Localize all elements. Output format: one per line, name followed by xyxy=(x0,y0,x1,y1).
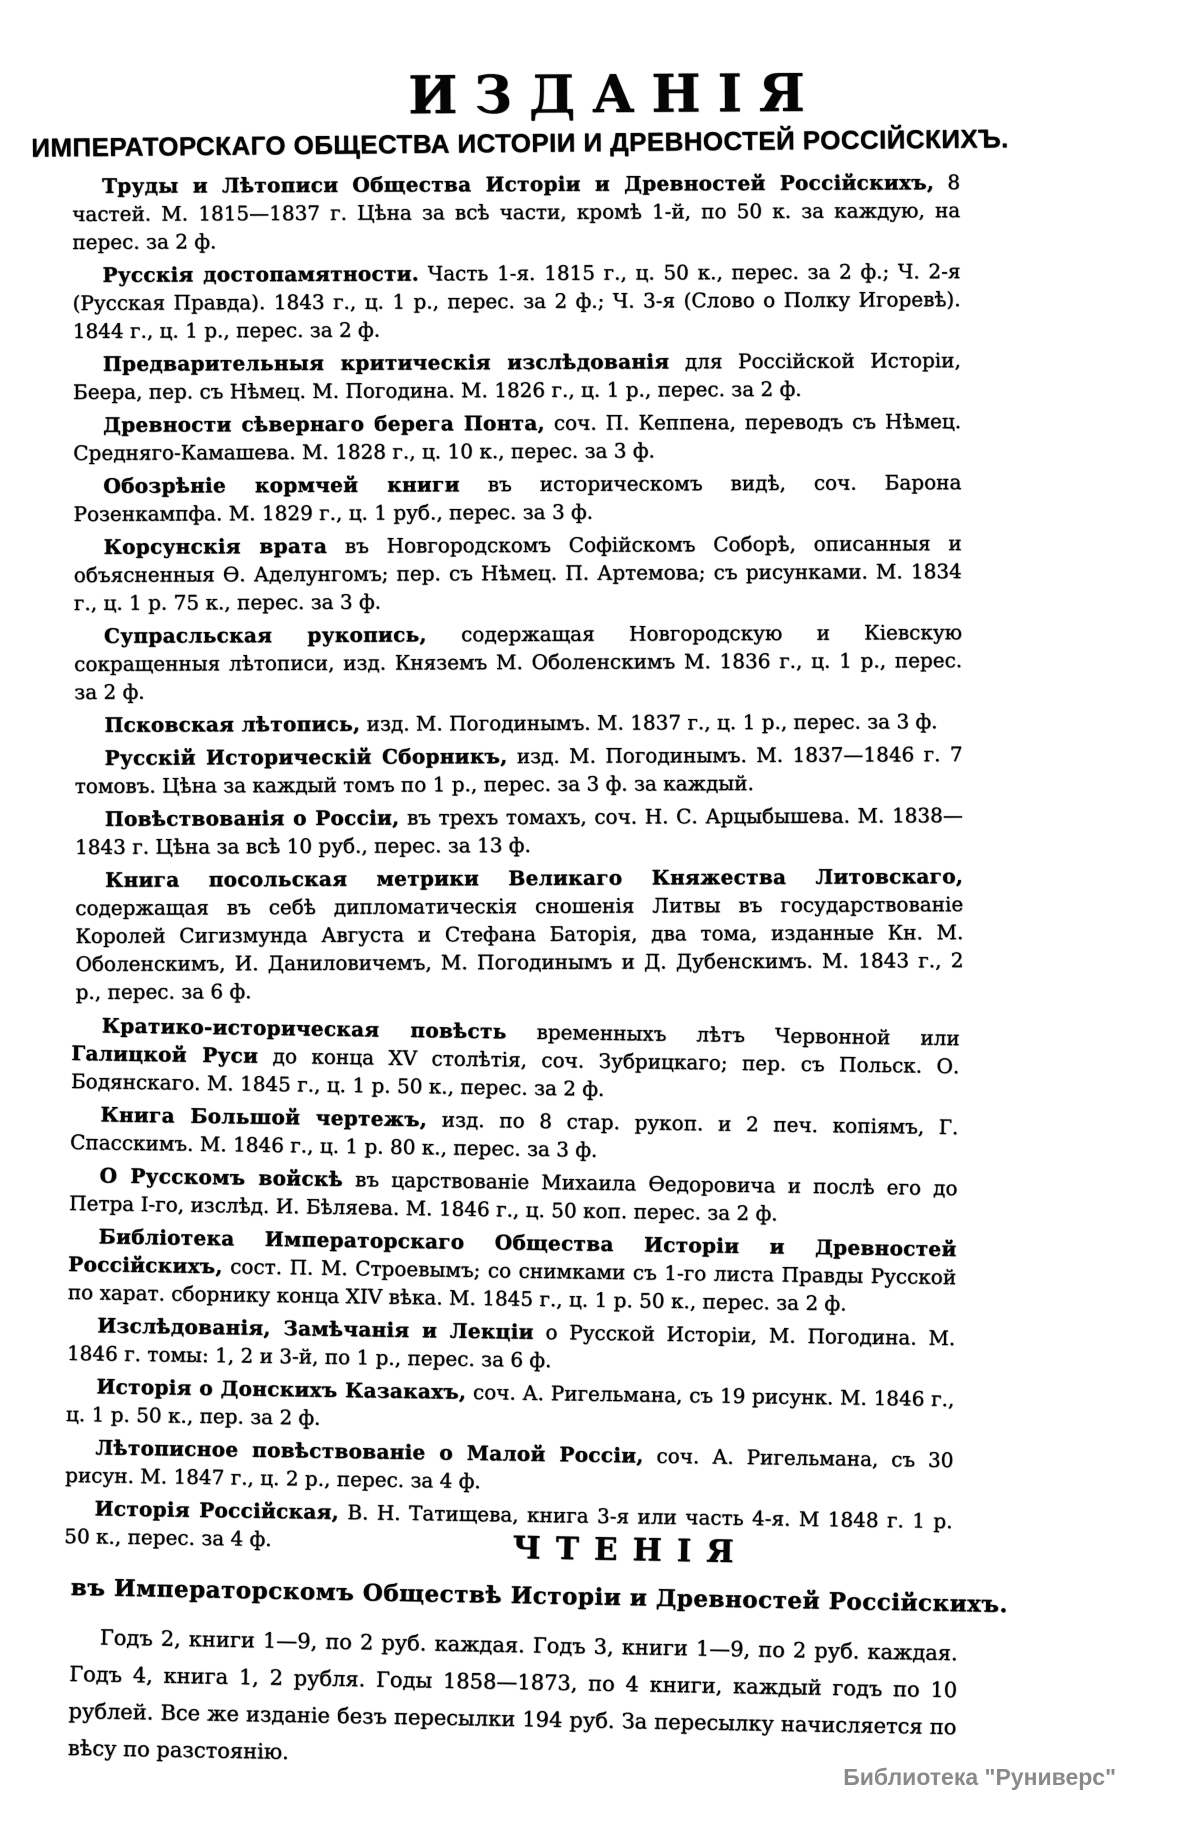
entry-details: до конца XV столѣтія, соч. Зубрицкаго; пер. съ Польск. О. Бодянскаго. М. 1845 г., ц. 1 р. 50 к., перес. за 2 ф. xyxy=(70,1043,960,1101)
entry-title: Предварительныя критическія изслѣдованія xyxy=(102,349,670,376)
entry-details: въ царствованіе Михаила Ѳедоровича и послѣ его до Петра I-го, изслѣд. И. Бѣляева. М. 1846 г., ц. 50 коп. перес. за 2 ф. xyxy=(68,1167,958,1226)
entry-title: О Русскомъ войскѣ xyxy=(99,1163,344,1192)
entries-group-a xyxy=(72,168,964,1006)
entry-title: Обозрѣніе кормчей книги xyxy=(103,472,460,498)
entry-title: Библіотека Императорскаго Общества Исторіи и Древностей Россійскихъ, xyxy=(68,1224,957,1279)
entries-group-b xyxy=(64,1011,960,1563)
entry-title: Русскій Историческій Сборникъ, xyxy=(104,744,508,770)
library-watermark: Библиотека "Руниверс" xyxy=(843,1764,1116,1790)
catalog-entry xyxy=(69,1161,958,1230)
entry-title: Русскія достопамятности. xyxy=(102,261,420,287)
entry-details: о Русской Исторіи, М. Погодина. М. 1846 г. томы: 1, 2 и 3-й, по 1 р., перес. за 6 ф. xyxy=(66,1319,956,1373)
entry-title: Псковская лѣтопись, xyxy=(104,711,361,737)
catalog-entry xyxy=(67,1311,956,1380)
readings-heading: ЧТЕНІЯ xyxy=(512,1530,749,1571)
catalog-entry xyxy=(65,1433,954,1502)
entry-details: въ трехъ томахъ, соч. Н. С. Арцыбышева. М. 1838—1843 г. Цѣна за всѣ 10 руб., перес. за 13 ф. xyxy=(74,803,963,859)
entry-title: Галицкой Руси xyxy=(71,1040,259,1068)
entry-details: содержащая Новгородскую и Кіевскую сокращенныя лѣтописи, изд. Княземъ М. Оболенскимъ М. 1836 г., ц. 1 р., перес. за 2 ф. xyxy=(74,620,963,704)
readings-body: Годъ 2, книги 1—9, по 2 руб. каждая. Годъ 3, книги 1—9, по 2 руб. каждая. Годъ 4, книга 1, 2 рубля. Годы 1858—1873, по 4 книги, каждый годъ по 10 рублей. Все же изданіе безъ пересылки 194 руб. За пересылку начисляется по вѣсу по разстоянію. xyxy=(67,1625,958,1765)
entry-details: для Россійской Исторіи, Беера, пер. съ Нѣмец. М. Погодина. М. 1826 г., ц. 1 р., перес. за 2 ф. xyxy=(72,348,961,404)
page-title: ИЗДАНІЯ xyxy=(408,62,822,127)
entry-details: изд. М. Погодинымъ. М. 1837—1846 г. 7 томовъ. Цѣна за каждый томъ по 1 р., перес. за 3 ф. за каждый. xyxy=(74,742,963,798)
entry-details: соч. А. Ригельмана, съ 19 рисунк. М. 1846 г., ц. 1 р. 50 к., пер. за 2 ф. xyxy=(65,1379,955,1430)
catalog-entry xyxy=(75,801,963,861)
entry-title: Исторія Россійская, xyxy=(94,1496,340,1525)
entry-title: Повѣствованія о Россіи, xyxy=(104,805,400,831)
catalog-entries xyxy=(64,170,964,1555)
catalog-entry xyxy=(73,346,961,406)
catalog-entry xyxy=(74,618,962,706)
catalog-entry xyxy=(74,707,962,739)
entry-details: соч. П. Кеппена, переводъ съ Нѣмец. Средняго-Камашева. М. 1828 г., ц. 10 к., перес. за 3 ф. xyxy=(73,409,962,465)
catalog-entry xyxy=(66,1372,955,1441)
readings-subheading: въ Императорскомъ Обществѣ Исторіи и Древностей Россійскихъ. xyxy=(70,1573,1009,1619)
entry-title: Лѣтописное повѣствованіе о Малой Россіи, xyxy=(95,1435,644,1468)
entry-title: Корсунскія врата xyxy=(103,533,328,559)
catalog-entry xyxy=(75,862,964,1006)
entry-title: Книга посольская метрики Великаго Княжества Литовскаго, xyxy=(105,864,964,892)
entry-details: содержащая въ себѣ дипломатическія сношенія Литвы въ государствованіе Королей Сигизмунда Августа и Стефана Баторія, два тома, изданные Кн. М. Оболенскимъ, И. Даниловичемъ, М. Погодинымъ и Д. Дубенскимъ. М. 1843 г., 2 р., перес. за 6 ф. xyxy=(75,892,964,1004)
catalog-entry xyxy=(71,1011,960,1108)
entry-title: Труды и Лѣтописи Общества Исторіи и Древностей Россійскихъ, xyxy=(102,170,935,198)
entry-details: соч. А. Ригельмана, съ 30 рисун. М. 1847 г., ц. 2 р., перес. за 4 ф. xyxy=(64,1443,954,1494)
entry-details: изд. М. Погодинымъ. М. 1837 г., ц. 1 р., перес. за 3 ф. xyxy=(360,709,938,736)
entry-details: 8 частей. М. 1815—1837 г. Цѣна за всѣ части, кромѣ 1-й, по 50 к. за каждую, на перес. за 2 ф. xyxy=(72,170,961,254)
readings-section xyxy=(67,1522,1009,1783)
catalog-entry xyxy=(73,468,961,528)
catalog-entry xyxy=(74,529,962,617)
entry-details: Часть 1-я. 1815 г., ц. 50 к., перес. за 2 ф.; Ч. 2-я (Русская Правда). 1843 г., ц. 1 р., перес. за 2 ф.; Ч. 3-я (Слово о Полку Игоревѣ). 1844 г., ц. 1 р., перес. за 2 ф. xyxy=(72,259,961,343)
catalog-entry xyxy=(73,407,961,467)
entry-details: сост. П. М. Строевымъ; со снимками съ 1-го листа Правды Русской по харат. сборнику конца XIV вѣка. М. 1845 г., ц. 1 р. 50 к., перес. за 2 ф. xyxy=(67,1254,957,1316)
entry-title: Исторія о Донскихъ Казакахъ, xyxy=(96,1374,467,1404)
entry-details: въ Новгородскомъ Софійскомъ Соборѣ, описанныя и объясненныя Ѳ. Аделунгомъ; пер. съ Нѣмец. П. Артемова; съ рисунками. М. 1834 г., ц. 1 р. 75 к., перес. за 3 ф. xyxy=(73,531,962,615)
catalog-entry xyxy=(72,168,960,256)
catalog-entry xyxy=(68,1222,957,1319)
entry-details: временныхъ лѣтъ Червонной или xyxy=(506,1019,960,1051)
entry-details: въ историческомъ видѣ, соч. Барона Розенкампфа. М. 1829 г., ц. 1 руб., перес. за 3 ф. xyxy=(73,470,962,526)
entry-title: Супрасльская рукопись, xyxy=(103,622,427,648)
catalog-entry xyxy=(70,1100,959,1169)
catalog-entry xyxy=(72,257,960,345)
entry-title: Древности сѣвернаго берега Понта, xyxy=(103,410,545,437)
page-subtitle: ИМПЕРАТОРСКАГО ОБЩЕСТВА ИСТОРІИ И ДРЕВНОСТЕЙ РОССІЙСКИХЪ. xyxy=(31,123,1009,163)
entry-details: изд. по 8 стар. рукоп. и 2 печ. копіямъ, Г. Спасскимъ. М. 1846 г., ц. 1 р. 80 к., перес. за 3 ф. xyxy=(69,1107,959,1162)
entry-details: В. Н. Татищева, книга 3-я или часть 4-я. М 1848 г. 1 р. 50 к., перес. за 4 ф. xyxy=(64,1500,953,1552)
entry-title: Изслѣдованія, Замѣчанія и Лекціи xyxy=(97,1313,534,1344)
catalog-entry xyxy=(74,740,962,800)
entry-title: Кратико-историческая повѣсть xyxy=(101,1013,507,1044)
entry-title: Книга Большой чертежъ, xyxy=(100,1102,428,1132)
